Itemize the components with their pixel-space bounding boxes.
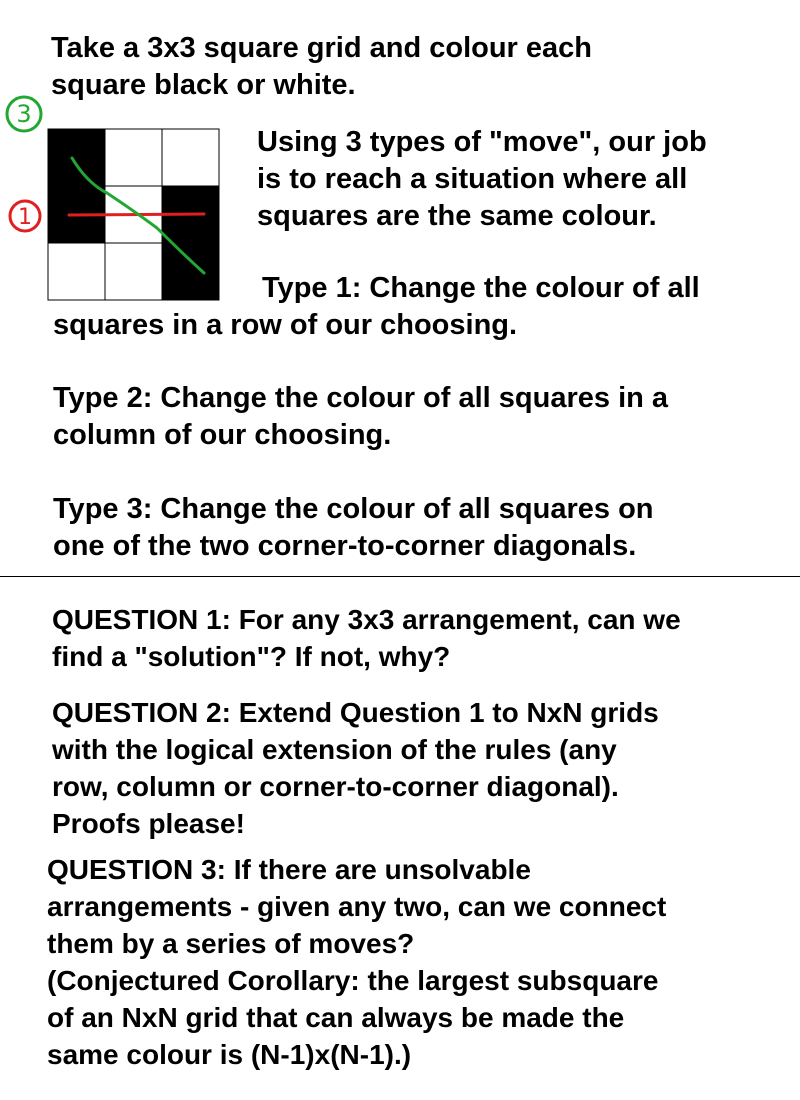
grid-cell-2-2 <box>162 243 219 300</box>
description-text: Using 3 types of "move", our job is to reach a situation where all squares are the same colour. <box>257 126 707 232</box>
grid-cell-0-2 <box>162 129 219 186</box>
rule-type2: Type 2: Change the colour of all squares in a column of our choosing. <box>53 382 669 451</box>
question-1: QUESTION 1: For any 3x3 arrangement, can we find a "solution"? If not, why? <box>52 604 681 672</box>
question-2: QUESTION 2: Extend Question 1 to NxN grids with the logical extension of the rules (any row, column or corner-to-corner diagonal). Proofs please! <box>52 697 659 839</box>
grid-cell-2-0 <box>48 243 105 300</box>
row-move-marker <box>5 196 45 236</box>
rule-type1-first-line: Type 1: Change the colour of all <box>262 272 700 304</box>
diagonal-move-marker <box>2 92 46 136</box>
question-3: QUESTION 3: If there are unsolvable arrangements - given any two, can we connect them by a series of moves? (Conjectured Corollary: the largest subsquare of an NxN grid that can always be made the same colour is (N-1)x(N-1).) <box>47 854 667 1070</box>
grid-cell-0-0 <box>48 129 105 186</box>
grid-cell-2-1 <box>105 243 162 300</box>
rule-type3: Type 3: Change the colour of all squares on one of the two corner-to-corner diagonals. <box>53 493 654 562</box>
svg-text:3: 3 <box>16 100 32 128</box>
intro-text: Take a 3x3 square grid and colour each square black or white. <box>51 32 593 101</box>
svg-text:1: 1 <box>18 205 32 230</box>
rule-type1-rest: squares in a row of our choosing. <box>53 309 518 341</box>
example-grid <box>47 128 222 303</box>
grid-cell-0-1 <box>105 129 162 186</box>
section-divider <box>0 576 800 577</box>
